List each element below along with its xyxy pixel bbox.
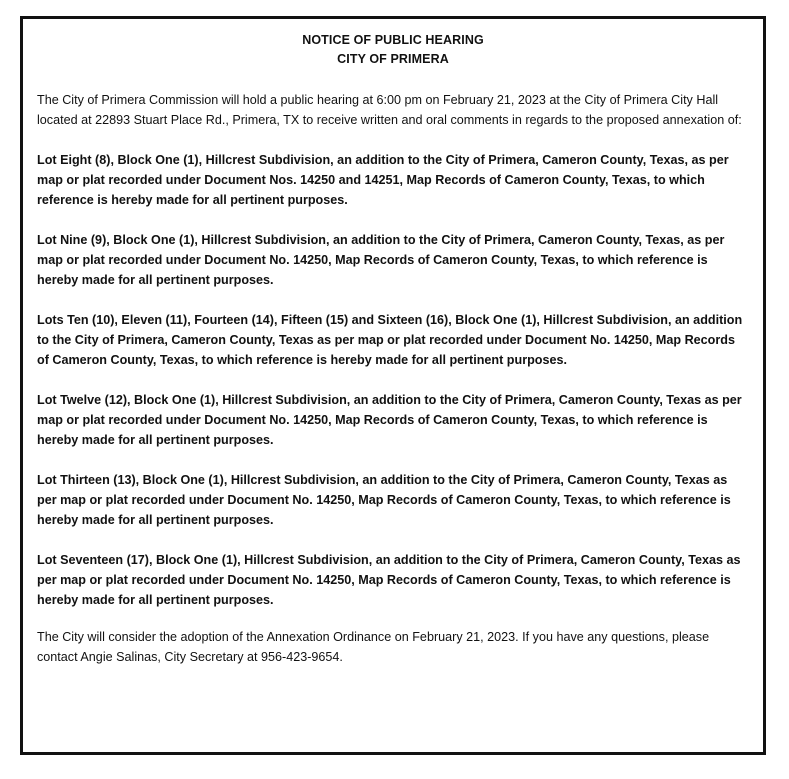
- public-notice: [20, 16, 766, 755]
- lot-description-nine: Lot Nine (9), Block One (1), Hillcrest Subdivision, an addition to the City of Primera, Cameron County, Texas, as per map or plat recorded under Document No. 14250, Map Records of Cameron County, Texas, to which reference is hereby made for all pertinent purposes.: [37, 233, 725, 287]
- notice-title: NOTICE OF PUBLIC HEARING: [302, 33, 484, 47]
- lot-description-ten-to-sixteen: Lots Ten (10), Eleven (11), Fourteen (14), Fifteen (15) and Sixteen (16), Block One (1), Hillcrest Subdivision, an addition to the City of Primera, Cameron County, Texas as per map or plat recorded under Document No. 14250, Map Records of Cameron County, Texas, to which reference is hereby made for all pertinent purposes.: [37, 313, 743, 367]
- notice-heading: [37, 31, 749, 69]
- lot-description-eight: Lot Eight (8), Block One (1), Hillcrest Subdivision, an addition to the City of Primera, Cameron County, Texas, as per map or plat recorded under Document Nos. 14250 and 14251, Map Records of Cameron County, Texas, to which reference is hereby made for all pertinent purposes.: [37, 153, 729, 207]
- lot-description-seventeen: Lot Seventeen (17), Block One (1), Hillcrest Subdivision, an addition to the City of Primera, Cameron County, Texas as per map or plat recorded under Document No. 14250, Map Records of Cameron County, Texas, to which reference is hereby made for all pertinent purposes.: [37, 553, 741, 607]
- closing-paragraph: The City will consider the adoption of the Annexation Ordinance on February 21, 2023. If you have any questions, please contact Angie Salinas, City Secretary at 956-423-9654.: [37, 630, 710, 664]
- notice-subtitle: CITY OF PRIMERA: [337, 52, 449, 66]
- lot-description-thirteen: Lot Thirteen (13), Block One (1), Hillcrest Subdivision, an addition to the City of Primera, Cameron County, Texas as per map or plat recorded under Document No. 14250, Map Records of Cameron County, Texas, to which reference is hereby made for all pertinent purposes.: [37, 473, 731, 527]
- lot-description-twelve: Lot Twelve (12), Block One (1), Hillcrest Subdivision, an addition to the City of Primera, Cameron County, Texas as per map or plat recorded under Document No. 14250, Map Records of Cameron County, Texas, to which reference is hereby made for all pertinent purposes.: [37, 393, 742, 447]
- intro-paragraph: The City of Primera Commission will hold a public hearing at 6:00 pm on February 21, 2023 at the City of Primera City Hall located at 22893 Stuart Place Rd., Primera, TX to receive written and oral comments in regards to the proposed annexation of:: [37, 93, 742, 127]
